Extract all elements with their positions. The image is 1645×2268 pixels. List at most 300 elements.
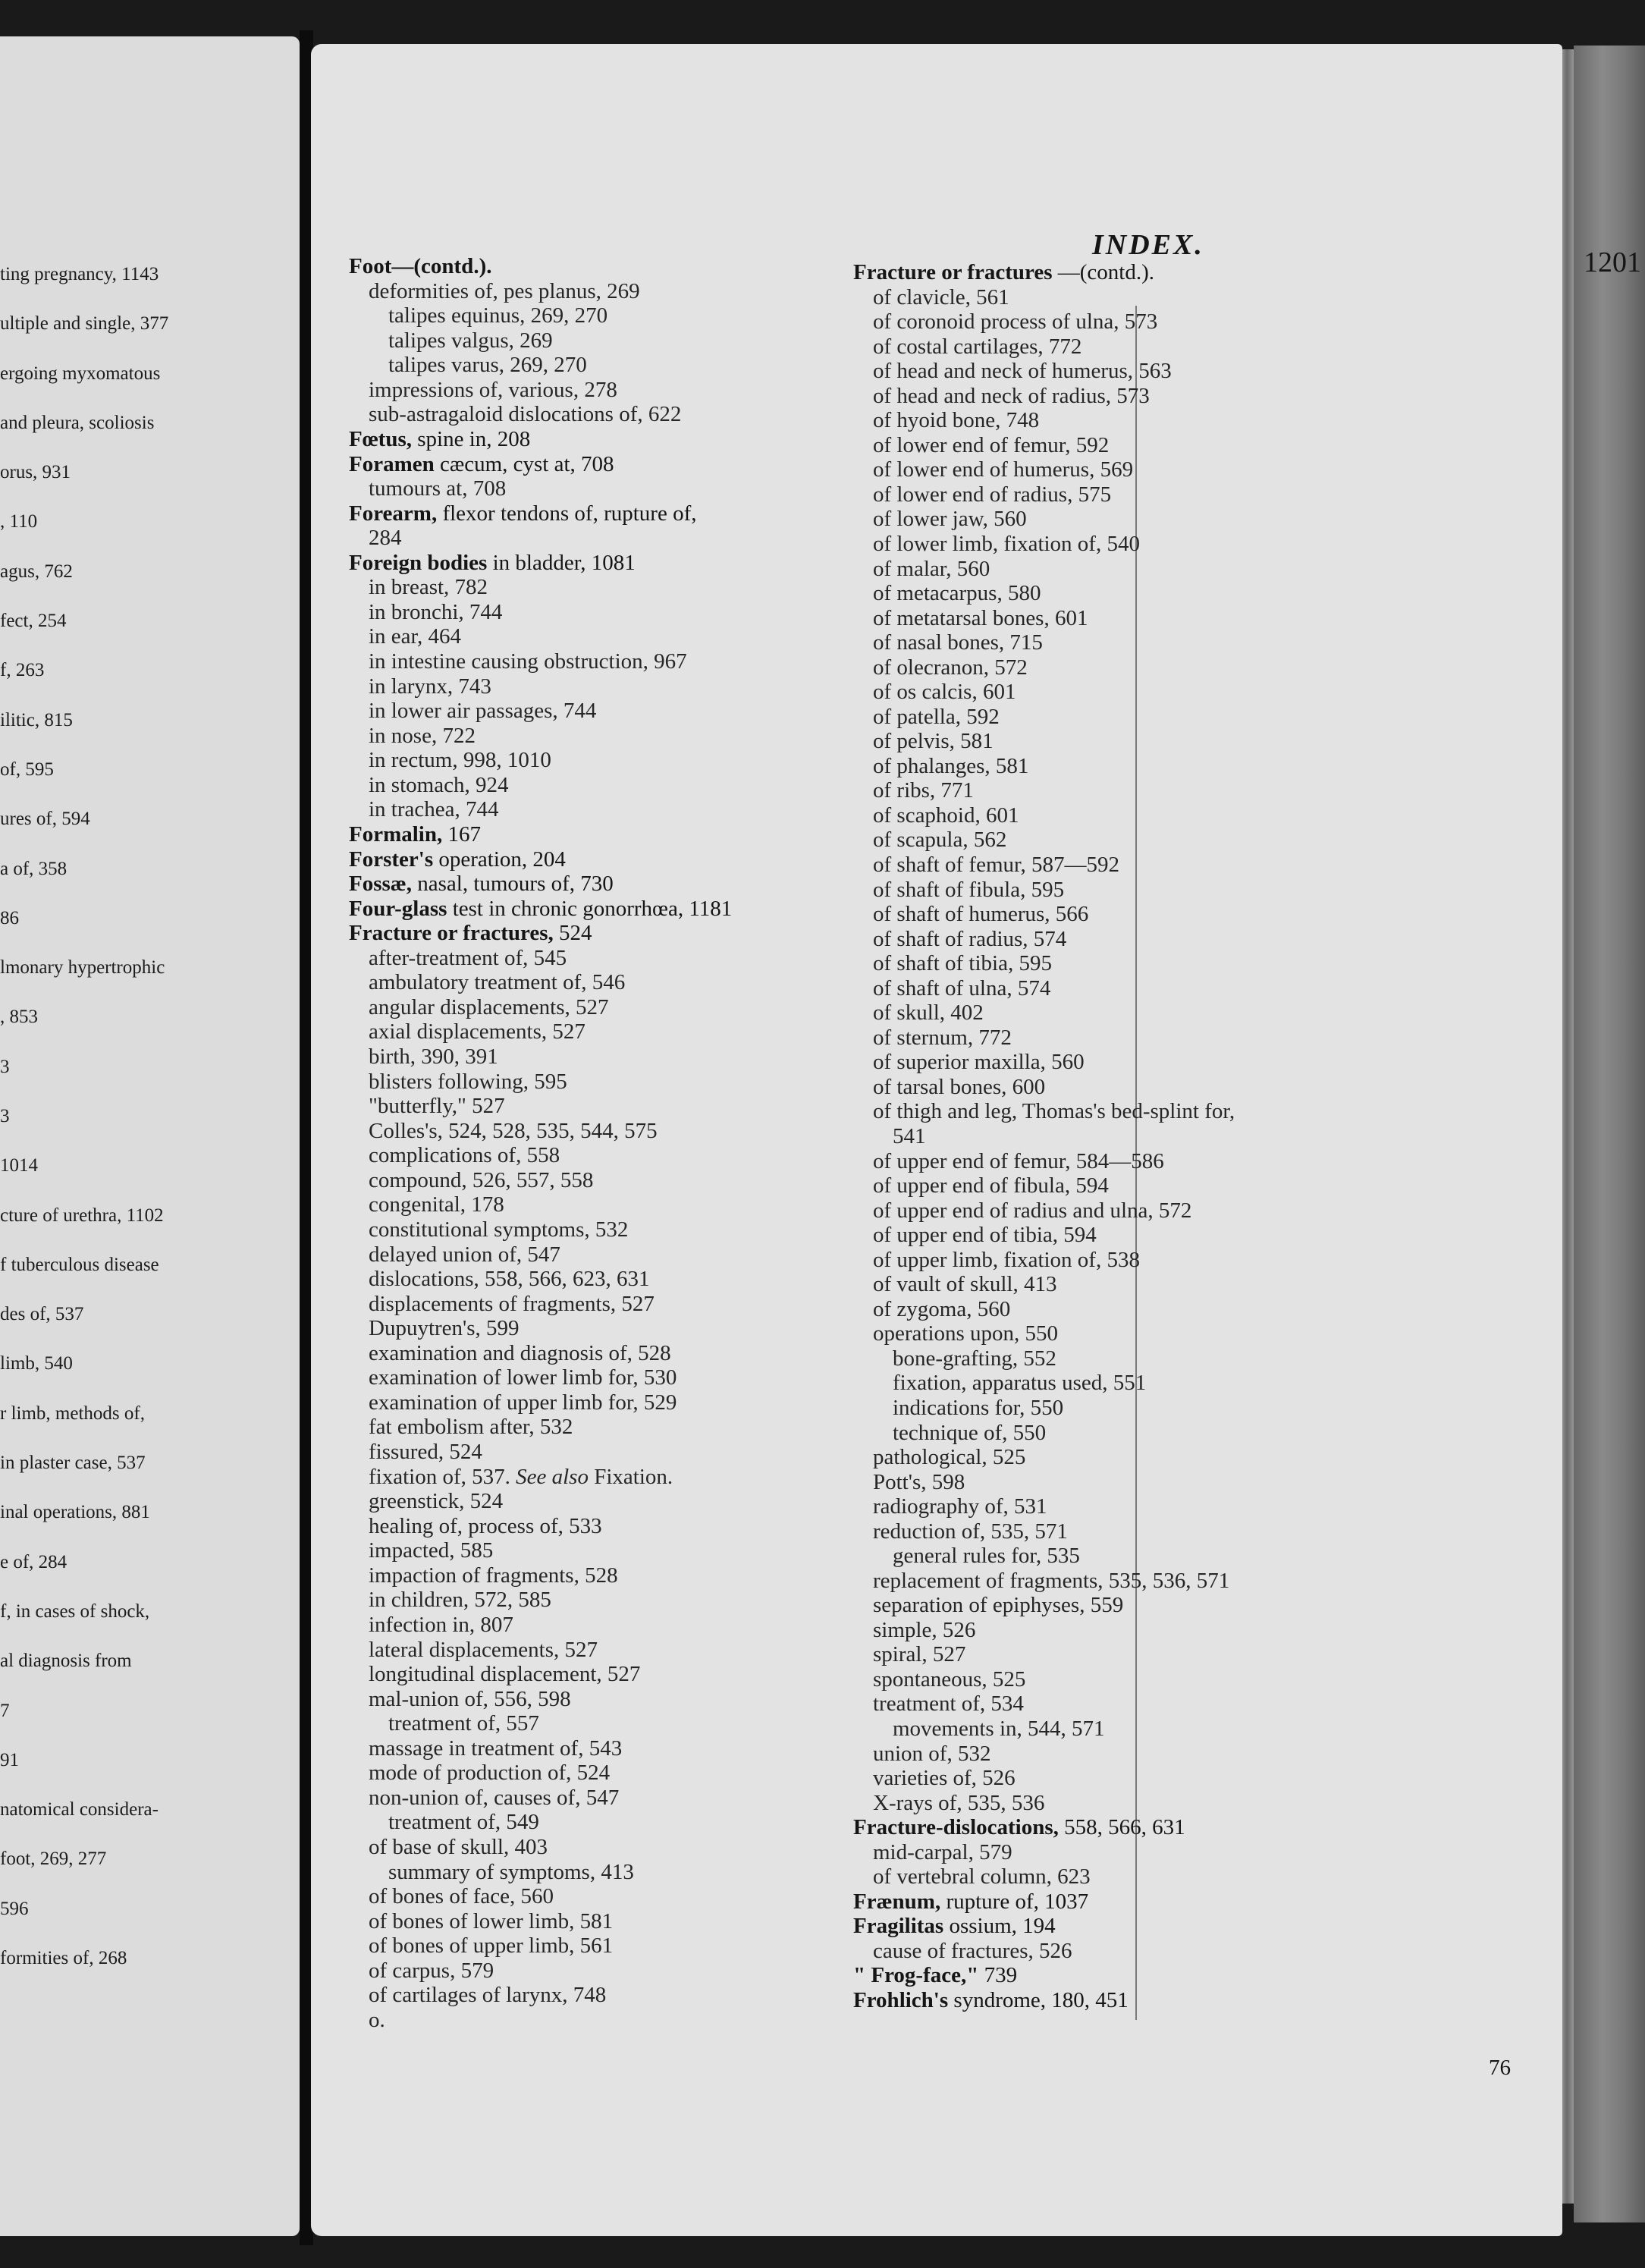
index-entry (893, 1421, 1046, 1445)
index-entry-text: in rectum, 998, 1010 (369, 748, 551, 772)
see-also-label: See also (516, 1465, 589, 1489)
left-page-line: f tuberculous disease (0, 1255, 159, 1275)
index-entry (369, 1737, 622, 1761)
index-entry-text: of olecranon, 572 (873, 655, 1028, 680)
index-entry-text: spine in, 208 (417, 427, 531, 451)
index-entry (873, 1150, 1164, 1173)
index-entry-text: complications of, 558 (369, 1143, 560, 1167)
index-entry-text: of cartilages of larynx, 748 (369, 1983, 607, 2007)
index-entry (349, 823, 481, 847)
index-entry (369, 1984, 606, 2007)
index-entry-text: of os calcis, 601 (873, 680, 1016, 704)
index-heading-term: Fœtus, (349, 427, 412, 451)
index-entry (369, 1268, 650, 1291)
index-heading-term: Foramen (349, 452, 435, 476)
index-entry (369, 1415, 573, 1439)
index-entry (349, 453, 614, 476)
index-entry (873, 680, 1016, 704)
index-entry (873, 878, 1064, 902)
index-entry (369, 1539, 493, 1563)
left-page-line: fect, 254 (0, 611, 67, 631)
index-entry (369, 1885, 554, 1908)
index-entry (873, 828, 1006, 852)
index-entry (349, 872, 614, 896)
index-entry-text: fat embolism after, 532 (369, 1415, 573, 1439)
index-entry-text: of vertebral column, 623 (873, 1864, 1091, 1889)
index-entry (349, 255, 491, 278)
index-entry-text: delayed union of, 547 (369, 1242, 560, 1267)
index-entry (873, 1643, 965, 1666)
index-entry (873, 1100, 1235, 1123)
index-entry (873, 1619, 975, 1642)
index-entry-text: ossium, 194 (949, 1914, 1056, 1938)
index-entry-text: 541 (893, 1124, 926, 1148)
index-entry-text: longitudinal displacement, 527 (369, 1662, 641, 1686)
index-entry (853, 261, 1154, 284)
index-entry (369, 971, 625, 994)
index-entry-text: ambulatory treatment of, 546 (369, 970, 626, 994)
index-entry (369, 1193, 504, 1217)
index-heading-term: Fracture or fractures (853, 260, 1053, 284)
index-entry-text: rupture of, 1037 (946, 1889, 1089, 1914)
index-entry-text: general rules for, 535 (893, 1544, 1080, 1568)
index-entry (873, 656, 1028, 680)
index-heading-term: Frohlich's (853, 1988, 949, 2012)
index-entry-text: in children, 572, 585 (369, 1588, 551, 1612)
index-entry-text: of head and neck of humerus, 563 (873, 359, 1172, 383)
index-entry (873, 1792, 1044, 1815)
index-entry-text: 167 (447, 822, 481, 847)
index-entry-text: talipes valgus, 269 (388, 328, 553, 353)
index-entry (873, 1940, 1072, 1963)
index-entry-text: pathological, 525 (873, 1445, 1026, 1469)
index-entry (873, 1026, 1012, 1050)
index-entry (388, 1712, 539, 1736)
index-entry (369, 2009, 385, 2032)
index-entry-text: of phalanges, 581 (873, 754, 1029, 778)
index-entry-text: of lower end of femur, 592 (873, 433, 1110, 457)
index-entry-text: treatment of, 549 (388, 1810, 539, 1834)
index-entry (369, 477, 506, 501)
index-entry-text: "butterfly," 527 (369, 1094, 505, 1118)
index-entry-text: impaction of fragments, 528 (369, 1563, 618, 1588)
index-entry-text: dislocations, 558, 566, 623, 631 (369, 1267, 650, 1291)
index-entry-text: 284 (369, 526, 402, 550)
index-entry-text: infection in, 807 (369, 1613, 513, 1637)
index-entry (873, 730, 994, 753)
signature-number: 76 (1489, 2056, 1511, 2080)
left-page-line: ilitic, 815 (0, 710, 73, 730)
index-entry-text: talipes varus, 269, 270 (388, 353, 587, 377)
index-entry-text: fixation, apparatus used, 551 (893, 1371, 1147, 1395)
index-entry-text: operation, 204 (438, 847, 566, 872)
index-entry-text: birth, 390, 391 (369, 1044, 498, 1069)
index-entry-text: technique of, 550 (893, 1421, 1047, 1445)
index-entry (873, 558, 990, 581)
index-entry (369, 1293, 655, 1316)
left-page-line: cture of urethra, 1102 (0, 1205, 164, 1226)
index-entry (873, 1841, 1012, 1864)
index-heading-term: Forearm, (349, 501, 438, 526)
index-entry-text: of shaft of humerus, 566 (873, 902, 1089, 926)
index-entry-text: of skull, 402 (873, 1000, 984, 1025)
index-entry-text: of lower limb, fixation of, 540 (873, 532, 1140, 556)
index-entry (873, 853, 1119, 877)
index-entry-text: nasal, tumours of, 730 (417, 872, 614, 896)
index-entry-text: of upper end of femur, 584—586 (873, 1149, 1164, 1173)
index-entry-text: sub-astragaloid dislocations of, 622 (369, 402, 682, 426)
index-entry-text: syndrome, 180, 451 (953, 1988, 1129, 2012)
index-entry-text: of tarsal bones, 600 (873, 1075, 1046, 1099)
index-entry (369, 798, 499, 821)
index-entry (873, 1569, 1229, 1593)
index-entry-text: examination of upper limb for, 529 (369, 1390, 677, 1415)
index-entry (369, 576, 488, 599)
index-entry-text: of scaphoid, 601 (873, 803, 1019, 828)
left-page-line: , 110 (0, 511, 38, 532)
index-entry (369, 1588, 551, 1612)
index-entry (369, 675, 491, 699)
index-entry-text: flexor tendons of, rupture of, (442, 501, 697, 526)
index-entry (369, 1440, 482, 1464)
left-page-line: of, 595 (0, 759, 54, 780)
left-page-line: f, 263 (0, 660, 45, 680)
index-entry (349, 848, 566, 872)
left-page-line: ures of, 594 (0, 809, 90, 829)
index-entry (369, 1490, 503, 1513)
index-entry-text: 524 (559, 921, 592, 945)
index-entry-text: of malar, 560 (873, 557, 990, 581)
index-entry-text: tumours at, 708 (369, 476, 507, 501)
index-entry (369, 996, 609, 1019)
index-entry-text: treatment of, 557 (388, 1711, 539, 1736)
index-entry (369, 379, 617, 402)
index-entry-text: mal-union of, 556, 598 (369, 1687, 571, 1711)
left-page-line: 596 (0, 1899, 29, 1919)
index-entry-text: 558, 566, 631 (1064, 1815, 1185, 1839)
index-entry-text: o. (369, 2008, 385, 2032)
index-entry-text: of thigh and leg, Thomas's bed-splint for, (873, 1099, 1235, 1123)
index-entry (873, 507, 1027, 531)
index-entry-text: impacted, 585 (369, 1538, 494, 1563)
index-entry-text: union of, 532 (873, 1742, 991, 1766)
index-entry (853, 1989, 1129, 2012)
left-page-line: foot, 269, 277 (0, 1849, 107, 1869)
index-entry (873, 1076, 1045, 1099)
left-page-line: orus, 931 (0, 462, 71, 482)
index-heading-term: Formalin, (349, 822, 443, 847)
index-entry-text: displacements of fragments, 527 (369, 1292, 655, 1316)
index-entry (893, 1544, 1080, 1568)
index-entry-text: simple, 526 (873, 1618, 976, 1642)
index-entry (893, 1717, 1105, 1741)
index-entry-text: compound, 526, 557, 558 (369, 1168, 594, 1192)
index-entry (873, 409, 1039, 432)
index-entry-text: indications for, 550 (893, 1396, 1064, 1420)
index-entry (873, 1495, 1047, 1519)
left-page-line: lmonary hypertrophic (0, 957, 165, 978)
index-entry (873, 804, 1019, 828)
index-entry (369, 1366, 677, 1390)
index-entry (873, 1471, 965, 1494)
left-page-line: ergoing myxomatous (0, 363, 161, 384)
index-entry (349, 551, 636, 575)
index-entry (873, 335, 1081, 359)
index-entry-text: Colles's, 524, 528, 535, 544, 575 (369, 1119, 658, 1143)
index-entry (369, 1342, 671, 1365)
index-entry-text: of pelvis, 581 (873, 729, 994, 753)
index-entry-text: constitutional symptoms, 532 (369, 1217, 629, 1242)
index-entry-text: deformities of, pes planus, 269 (369, 279, 640, 303)
index-entry (873, 1692, 1024, 1716)
index-entry-text: of upper limb, fixation of, 538 (873, 1248, 1140, 1272)
index-entry-text: of metatarsal bones, 601 (873, 606, 1088, 630)
index-entry (873, 1668, 1025, 1692)
index-entry (873, 1446, 1025, 1469)
index-entry-text: of shaft of fibula, 595 (873, 878, 1065, 902)
index-entry (873, 952, 1052, 975)
index-entry (349, 502, 696, 526)
index-entry-text: of lower end of radius, 575 (873, 482, 1112, 507)
index-entry (873, 779, 974, 803)
index-entry-text: test in chronic gonorrhœa, 1181 (452, 897, 733, 921)
index-entry (873, 1249, 1140, 1272)
index-entry (369, 1934, 613, 1958)
index-entry-text: in stomach, 924 (369, 773, 509, 797)
index-entry-text: congenital, 178 (369, 1192, 504, 1217)
index-entry-text: of bones of face, 560 (369, 1884, 554, 1908)
index-entry-text: of bones of upper limb, 561 (369, 1933, 614, 1958)
index-entry (873, 1594, 1123, 1617)
index-entry (873, 310, 1157, 334)
left-page-line: 1014 (0, 1155, 38, 1176)
left-page-line: a of, 358 (0, 859, 67, 879)
index-entry (873, 1322, 1058, 1346)
index-entry-text: lateral displacements, 527 (369, 1638, 598, 1662)
index-entry-text: of carpus, 579 (369, 1959, 494, 1983)
left-page-line: agus, 762 (0, 561, 73, 582)
index-entry (369, 1070, 567, 1094)
index-entry-text: replacement of fragments, 535, 536, 571 (873, 1569, 1230, 1593)
left-page-line: 3 (0, 1106, 10, 1126)
index-entry (873, 434, 1109, 457)
index-heading-term: Fossæ, (349, 872, 412, 896)
index-entry (369, 1243, 560, 1267)
index-entry (873, 705, 1000, 729)
index-entry (369, 1045, 498, 1069)
index-entry (369, 1663, 640, 1686)
index-entry-text: in breast, 782 (369, 575, 488, 599)
left-page-line: 91 (0, 1750, 19, 1770)
index-entry (388, 1811, 539, 1834)
index-entry-text: greenstick, 524 (369, 1489, 504, 1513)
left-page-line: ultiple and single, 377 (0, 313, 169, 334)
index-entry (369, 1515, 602, 1538)
index-entry-text: in nose, 722 (369, 724, 476, 748)
left-page-fragment (0, 36, 300, 2236)
index-heading-term: Foreign bodies (349, 551, 488, 575)
index-entry (873, 1224, 1097, 1247)
index-entry-text: healing of, process of, 533 (369, 1514, 602, 1538)
index-entry (369, 1218, 628, 1242)
index-entry-text: blisters following, 595 (369, 1070, 567, 1094)
index-entry-text: of base of skull, 403 (369, 1835, 548, 1859)
see-also-target: Fixation. (594, 1465, 673, 1489)
index-entry (873, 1001, 984, 1025)
left-page-line: inal operations, 881 (0, 1502, 150, 1522)
index-entry-text: impressions of, various, 278 (369, 378, 617, 402)
left-page-line: in plaster case, 537 (0, 1453, 146, 1473)
index-entry-text: of zygoma, 560 (873, 1297, 1011, 1321)
index-entry-text: cæcum, cyst at, 708 (440, 452, 614, 476)
index-entry-text: in bladder, 1081 (492, 551, 636, 575)
index-entry (369, 1638, 598, 1662)
index-entry (369, 724, 476, 748)
index-entry-text: treatment of, 534 (873, 1692, 1024, 1716)
index-heading-term: Fracture-dislocations, (853, 1815, 1059, 1839)
index-entry-text: of shaft of femur, 587—592 (873, 853, 1120, 877)
index-entry-text: of costal cartilages, 772 (873, 335, 1082, 359)
index-entry (853, 1964, 1017, 1987)
index-entry-text: radiography of, 531 (873, 1494, 1047, 1519)
index-entry (853, 1816, 1185, 1839)
index-entry-text: of clavicle, 561 (873, 285, 1009, 309)
index-entry (873, 977, 1050, 1000)
index-entry-text: in bronchi, 744 (369, 600, 503, 624)
index-heading-term: Four-glass (349, 897, 447, 921)
index-entry-text: talipes equinus, 269, 270 (388, 303, 608, 328)
index-entry-text: of hyoid bone, 748 (873, 408, 1040, 432)
index-entry-text: —(contd.). (1057, 260, 1155, 284)
index-entry-text: 739 (984, 1963, 1018, 1987)
index-entry (388, 1861, 634, 1884)
left-page-line: des of, 537 (0, 1304, 84, 1324)
index-entry (369, 1020, 585, 1044)
index-entry-text: separation of epiphyses, 559 (873, 1593, 1124, 1617)
index-entry-text: of coronoid process of ulna, 573 (873, 309, 1158, 334)
index-entry-text: of sternum, 772 (873, 1026, 1012, 1050)
index-entry (369, 1169, 593, 1192)
index-entry-text: of patella, 592 (873, 705, 1000, 729)
index-entry (873, 631, 1043, 655)
left-page-line: 86 (0, 908, 19, 928)
index-entry-text: axial displacements, 527 (369, 1019, 585, 1044)
index-entry-text: Dupuytren's, 599 (369, 1316, 520, 1340)
index-entry (369, 947, 567, 970)
index-entry-text: movements in, 544, 571 (893, 1717, 1105, 1741)
index-entry-text: of scapula, 562 (873, 828, 1007, 852)
index-entry-text: massage in treatment of, 543 (369, 1736, 623, 1761)
index-entry (873, 755, 1028, 778)
index-entry-text: of ribs, 771 (873, 778, 974, 803)
index-entry-text: of shaft of radius, 574 (873, 927, 1067, 951)
left-page-line: limb, 540 (0, 1353, 73, 1374)
index-entry (369, 1391, 677, 1415)
index-entry-text: in larynx, 743 (369, 674, 491, 699)
index-entry (369, 1761, 610, 1785)
index-entry-text: of upper end of radius and ulna, 572 (873, 1198, 1192, 1223)
index-entry (873, 532, 1140, 556)
index-entry (873, 1199, 1191, 1223)
index-entry-text: operations upon, 550 (873, 1321, 1059, 1346)
index-entry-text: of lower end of humerus, 569 (873, 457, 1134, 482)
index-entry-text: Foot—(contd.). (349, 254, 492, 278)
index-page (311, 44, 1641, 2236)
index-entry (369, 749, 551, 772)
index-entry (873, 360, 1172, 383)
index-entry-text: in ear, 464 (369, 624, 462, 649)
index-heading-term: Frænum, (853, 1889, 941, 1914)
index-entry-text: of superior maxilla, 560 (873, 1050, 1085, 1074)
index-entry (369, 1095, 505, 1118)
index-entry-text: in intestine causing obstruction, 967 (369, 649, 687, 674)
index-entry (853, 1915, 1056, 1938)
left-page-line: al diagnosis from (0, 1651, 132, 1671)
running-title: INDEX. (1092, 229, 1204, 261)
index-entry-text: of head and neck of radius, 573 (873, 384, 1150, 408)
index-heading-term: Fracture or fractures, (349, 921, 554, 945)
index-entry-text: Pott's, 598 (873, 1470, 965, 1494)
index-entry-text: spiral, 527 (873, 1642, 966, 1666)
index-entry-text: examination of lower limb for, 530 (369, 1365, 677, 1390)
index-entry (369, 1688, 571, 1711)
index-entry (893, 1396, 1063, 1420)
index-entry-text: of nasal bones, 715 (873, 630, 1043, 655)
index-entry-text: bone-grafting, 552 (893, 1346, 1056, 1371)
left-page-line: 3 (0, 1057, 10, 1077)
index-entry (873, 1767, 1016, 1790)
index-entry-text: examination and diagnosis of, 528 (369, 1341, 671, 1365)
index-entry (873, 385, 1150, 408)
index-entry-text: reduction of, 535, 571 (873, 1519, 1068, 1544)
index-entry (388, 304, 607, 328)
left-page-line: ting pregnancy, 1143 (0, 264, 159, 284)
index-entry (873, 1051, 1085, 1074)
index-entry (893, 1347, 1056, 1371)
index-entry (873, 286, 1009, 309)
index-entry-text: mode of production of, 524 (369, 1761, 611, 1785)
index-entry (853, 1890, 1088, 1914)
index-entry (388, 353, 587, 377)
index-entry (369, 1959, 494, 1983)
book-cover-edge (1574, 46, 1645, 2222)
left-page-line: and pleura, scoliosis (0, 413, 155, 433)
index-entry-text: mid-carpal, 579 (873, 1840, 1012, 1864)
index-entry (873, 1520, 1068, 1544)
index-entry (893, 1125, 926, 1148)
index-heading-term: Fragilitas (853, 1914, 944, 1938)
index-entry-text: varieties of, 526 (873, 1766, 1016, 1790)
index-entry-text: spontaneous, 525 (873, 1667, 1026, 1692)
index-entry-text: non-union of, causes of, 547 (369, 1786, 620, 1810)
index-entry (873, 1742, 990, 1766)
index-entry-text: in trachea, 744 (369, 797, 499, 821)
index-entry (369, 1836, 548, 1859)
index-entry-text: after-treatment of, 545 (369, 946, 567, 970)
index-entry (388, 329, 553, 353)
index-entry-text: of shaft of tibia, 595 (873, 951, 1052, 975)
index-heading-term: Forster's (349, 847, 434, 872)
index-entry-text: of upper end of tibia, 594 (873, 1223, 1097, 1247)
left-page-line: 7 (0, 1701, 10, 1721)
index-entry (369, 1465, 673, 1489)
index-entry (873, 607, 1088, 630)
index-entry-text: angular displacements, 527 (369, 995, 609, 1019)
index-entry-text: summary of symptoms, 413 (388, 1860, 634, 1884)
index-entry (369, 1910, 613, 1933)
index-entry (873, 1174, 1109, 1198)
index-entry (873, 458, 1133, 482)
